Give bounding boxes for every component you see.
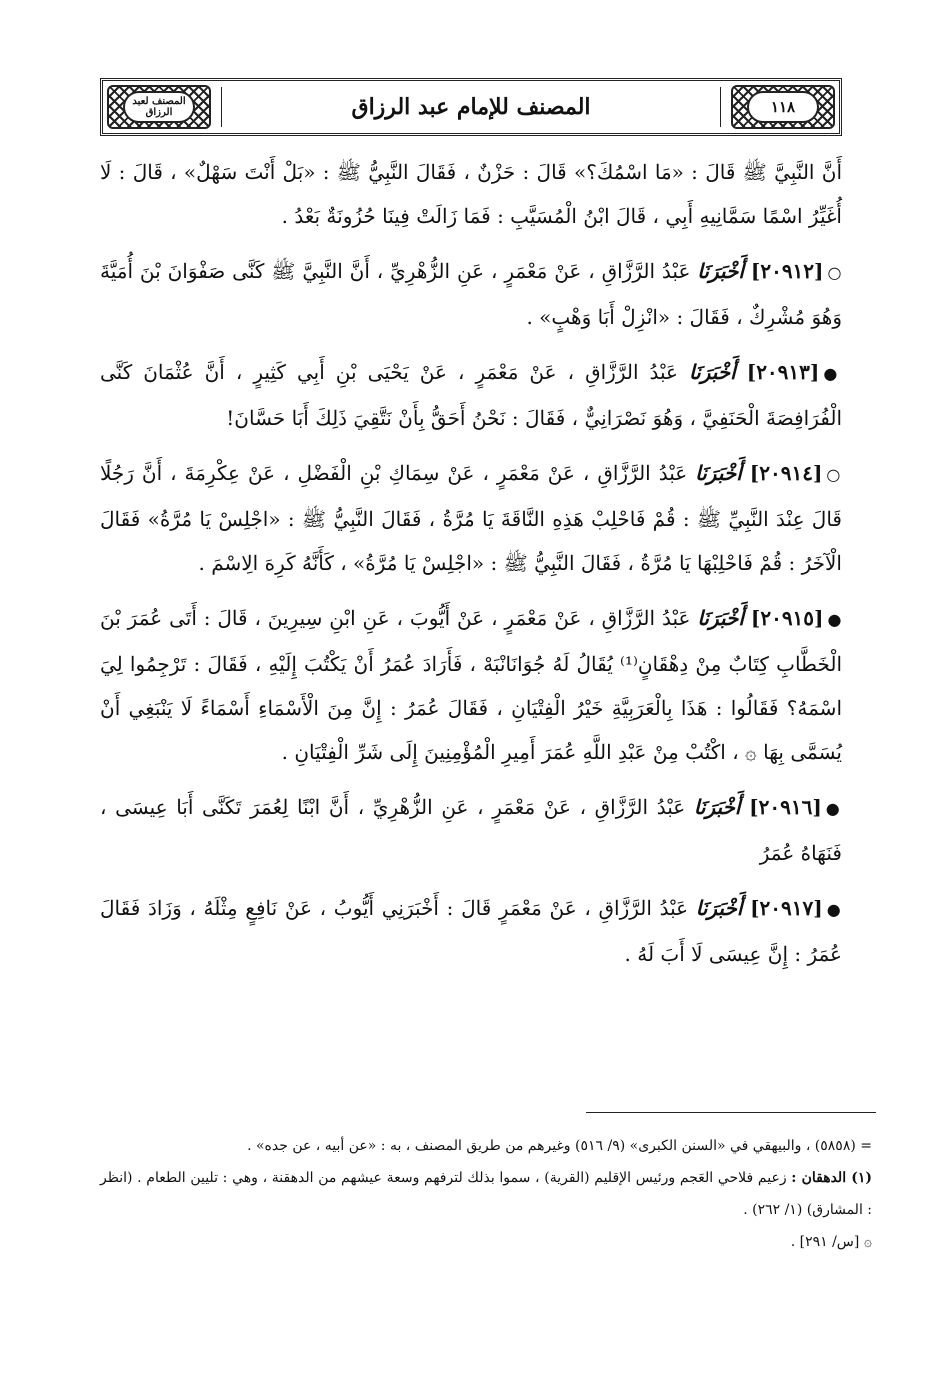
hadith-text: عَبْدُ الرَّزَّاقِ ، عَنْ مَعْمَرٍ ، عَنْ سِمَاكِ بْنِ الْفَضْلِ ، عَنْ عِكْرِمَةَ ، أَنَّ رَجُلًا قَالَ عِنْدَ النَّبِيِّ ﷺ : قُمْ فَاحْلِبْ هَذِهِ النَّاقَةَ يَا مُرَّةُ ، فَقَالَ النَّبِيُّ ﷺ : «اجْلِسْ يَا مُرَّةُ» فَقَالَ الْآخَرُ : قُمْ فَاحْلِبْهَا يَا مُرَّةُ ، فَقَالَ النَّبِيُّ ﷺ : «اجْلِسْ يَا مُرَّةُ» ، كَأَنَّهُ كَرِهَ الِاسْمَ . (100, 461, 842, 575)
footnote-text: [س/ ٢٩١] . (790, 1234, 860, 1250)
hadith-text: عَبْدُ الرَّزَّاقِ ، عَنْ مَعْمَرٍ ، عَنْ أَيُّوبَ ، عَنِ ابْنِ سِيرِينَ ، قَالَ : أَتَى عُمَرَ بْنَ الْخَطَّابِ كِتَابٌ مِنْ دِهْقَانٍ⁽¹⁾ يُقَالُ لَهُ جُوَانَانْبَهْ ، فَأَرَادَ عُمَرُ أَنْ يَكْتُبَ إِلَيْهِ ، فَقَالَ : تَرْجِمُوا لِيَ اسْمَهُ؟ فَقَالُوا : هَذَا بِالْعَرَبِيَّةِ خَيْرُ الْفِتْيَانِ ، فَقَالَ عُمَرُ : إِنَّ مِنَ الْأَسْمَاءِ أَسْمَاءً لَا يَنْبَغِي أَنْ يُسَمَّى بِهَا ۞ ، اكْتُبْ مِنْ عَبْدِ اللَّهِ عُمَرَ أَمِيرِ الْمُؤْمِنِينَ إِلَى شَرِّ الْفِتْيَانِ . (100, 606, 843, 764)
footnotes (100, 1130, 872, 1258)
footnote-term: (١) الدهقان : (791, 1170, 872, 1186)
main-text (100, 150, 842, 987)
hadith-number: [٢٠٩١٤] (749, 461, 823, 485)
hadith-lead: أَخْبَرَنَا (689, 360, 736, 384)
filled-circle-icon: ● (823, 364, 842, 383)
hadith-lead: أَخْبَرَنَا (695, 461, 742, 485)
hadith-text: عَبْدُ الرَّزَّاقِ ، عَنْ مَعْمَرٍ ، عَنِ الزُّهْرِيِّ ، أَنَّ النَّبِيَّ ﷺ كَنَّى صَفْوَانَ بْنَ أُمَيَّةَ وَهُوَ مُشْرِكٌ ، فَقَالَ : «انْزِلْ أَبَا وَهْبٍ» . (100, 259, 842, 329)
hadith-text: أَنَّ النَّبِيَّ ﷺ قَالَ : «مَا اسْمُكَ؟» قَالَ : حَزْنٌ ، فَقَالَ النَّبِيُّ ﷺ : «بَلْ أَنْتَ سَهْلٌ» ، قَالَ : لَا أُغَيِّرُ اسْمًا سَمَّانِيهِ أَبِي ، قَالَ ابْنُ الْمُسَيَّبِ : فَمَا زَالَتْ فِينَا حُزُونَةٌ بَعْدُ . (100, 160, 842, 228)
hadith-20912 (100, 249, 842, 339)
hadith-number: [٢٠٩١٥] (750, 606, 824, 630)
hadith-20916 (100, 785, 842, 875)
hadith-text: عَبْدُ الرَّزَّاقِ ، عَنْ مَعْمَرٍ قَالَ : أَخْبَرَنِي أَيُّوبُ ، عَنْ نَافِعٍ مِثْلَهُ ، وَزَادَ فَقَالَ عُمَرُ : إِنَّ عِيسَى لَا أَبَ لَهُ . (100, 896, 842, 966)
hadith-20913 (100, 350, 842, 440)
filled-circle-icon: ● (825, 799, 843, 818)
page-header (100, 78, 842, 136)
page-ref-icon: ۞ (863, 1234, 872, 1250)
hadith-lead: أَخْبَرَنَا (695, 896, 743, 920)
footnote-continuation (100, 1130, 872, 1162)
hadith-lead: أَخْبَرَنَا (693, 795, 741, 819)
filled-circle-icon: ● (826, 900, 842, 919)
filled-circle-icon: ● (827, 610, 843, 629)
page-number: ١١٨ (747, 91, 819, 123)
hadith-number: [٢٠٩١٧] (750, 896, 823, 920)
hadith-text: عَبْدُ الرَّزَّاقِ ، عَنْ مَعْمَرٍ ، عَنِ الزُّهْرِيِّ ، أَنَّ ابْنًا لِعُمَرَ تَكَنَّى أَبَا عِيسَى ، فَنَهَاهُ عُمَرُ (100, 795, 842, 865)
book-emblem-text: المصنف لعبد الرزاق (123, 91, 195, 123)
book-emblem (107, 85, 211, 129)
hadith-20915 (100, 596, 842, 774)
footnote-1 (100, 1162, 872, 1226)
hadith-text: عَبْدُ الرَّزَّاقِ ، عَنْ مَعْمَرٍ ، عَنْ يَحْيَى بْنِ أَبِي كَثِيرٍ ، أَنَّ عُثْمَانَ كَنَّى الْفُرَافِصَةَ الْحَنَفِيَّ ، وَهُوَ نَصْرَانِيٌّ ، فَقَالَ : نَحْنُ أَحَقُّ بِأَنْ نَتَّقِيَ ذَلِكَ أَبَا حَسَّانَ! (100, 360, 842, 430)
hadith-lead: أَخْبَرَنَا (697, 259, 744, 283)
hadith-number: [٢٠٩١٣] (746, 360, 820, 384)
footnote-text: = (٥٨٥٨) ، والبيهقي في «السنن الكبرى» (٩/ ٥١٦) وغيرهم من طريق المصنف ، به : «عن أبيه ، عن جده» . (247, 1138, 872, 1154)
running-title: المصنف للإمام عبد الرزاق (221, 87, 721, 127)
footnote-page-ref (100, 1226, 872, 1258)
hollow-circle-icon: ○ (827, 263, 843, 282)
hadith-continuation (100, 150, 842, 238)
hadith-lead: أَخْبَرَنَا (697, 606, 744, 630)
hadith-number: [٢٠٩١٢] (750, 259, 824, 283)
page-number-ornament (731, 85, 835, 129)
hadith-20914 (100, 451, 842, 585)
hollow-circle-icon: ○ (826, 465, 842, 484)
hadith-number: [٢٠٩١٦] (749, 795, 822, 819)
footnote-divider (586, 1112, 876, 1113)
footnote-text: زعيم فلاحي العَجم ورئيس الإقليم (القرية) ، سموا بذلك لترفهم وسعة عيشهم من الدهقنة ، وهي : تليين الطعام . (انظر : المشارق) (١/ ٢٦٢) . (100, 1170, 872, 1218)
hadith-20917 (100, 886, 842, 976)
